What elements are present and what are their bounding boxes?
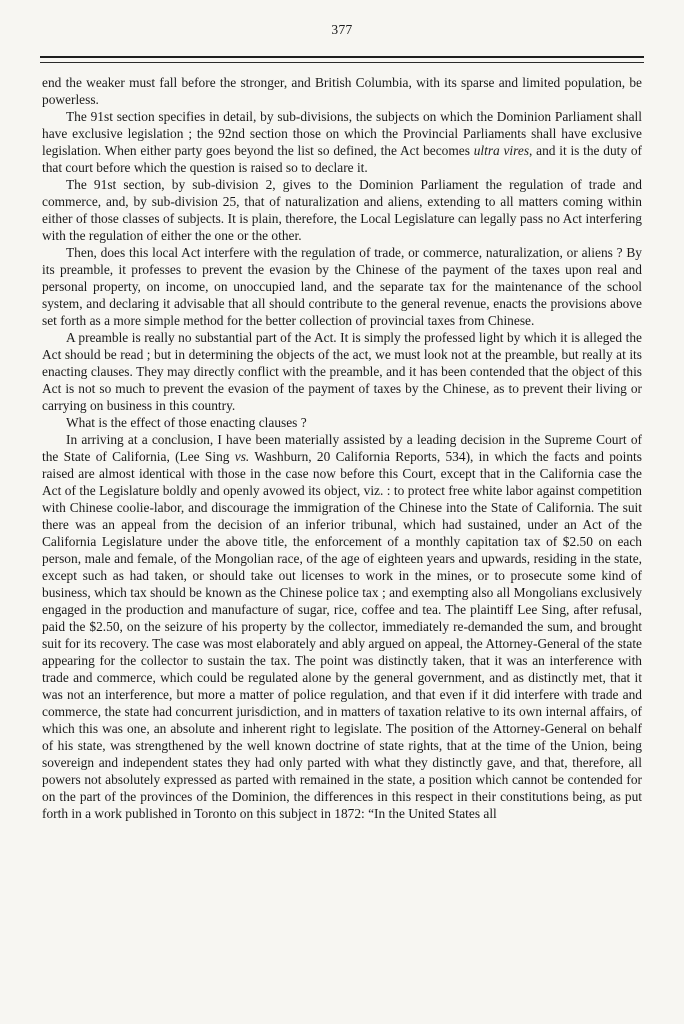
paragraph-text: What is the effect of those enacting clauses ? <box>66 415 307 430</box>
italic-text: ultra vires <box>473 143 530 158</box>
header-rule-thick <box>40 56 644 58</box>
paragraph-text: The 91st section, by sub-division 2, gives to the Dominion Parliament the regulation of trade and commerce, and, by sub-division 25, that of naturalization and aliens, extending to all matters coming within either of those classes of subjects. It is plain, therefore, the Local Legislature can legally pass no Act interfering with the regulation of either the one or the other. <box>42 177 642 243</box>
paragraph-p3 <box>42 176 642 244</box>
paragraph-p1 <box>42 74 642 108</box>
italic-text: vs. <box>234 449 250 464</box>
paragraph-p7 <box>42 431 642 822</box>
paragraph-p2 <box>42 108 642 176</box>
paragraph-p6 <box>42 414 642 431</box>
paragraph-text: Washburn, 20 California Reports, 534), in which the facts and points raised are almost identical with those in the case now before this Court, except that in the California case the Act of the Legislature boldly and openly avowed its object, viz. : to protect free white labor against competition with Chinese coolie-labor, and discourage the immigration of the Chinese into the State of California. The suit there was an appeal from the decision of an inferior tribunal, which had sustained, under an Act of the California Legislature under the above title, the enforcement of a monthly capitation tax of $2.50 on each person, male and female, of the Mongolian race, of the age of eighteen years and upwards, residing in the state, except such as had taken, or should take out licenses to work in the mines, or to prosecute some kind of business, which tax should be known as the Chinese police tax ; and exempting also all Mongolians exclusively engaged in the production and manufacture of sugar, rice, coffee and tea. The plaintiff Lee Sing, after refusal, paid the $2.50, on the seizure of his property by the collector, immediately re-demanded the sum, and brought suit for its recovery. The case was most elaborately and ably argued on appeal, the Attorney-General of the state appearing for the collector to sustain the tax. The point was distinctly taken, that it was an interference with trade and commerce, which could be regulated alone by the general government, and as distinctly met, that it was not an interference, but more a matter of police regulation, and that even if it did interfere with trade and commerce, the state had concurrent jurisdiction, and in matters of taxation relative to its own internal affairs, of which this was one, an absolute and inherent right to legislate. The position of the Attorney-General on behalf of his state, was strengthened by the well known doctrine of state rights, that at the time of the Union, being sovereign and independent states they had only parted with what they distinctly gave, and that, therefore, all powers not absolutely expressed as parted with remained in the state, a position which cannot be contended for on the part of the provinces of the Dominion, the differences in this respect in their constitutions being, as put forth in a work published in Toronto on this subject in 1872: “In the United States all <box>42 449 642 821</box>
paragraph-p5 <box>42 329 642 414</box>
paragraph-text: A preamble is really no substantial part of the Act. It is simply the professed light by which it is alleged the Act should be read ; but in determining the objects of the act, we must look not at the preamble, but really at its enacting clauses. They may directly conflict with the preamble, and it has been contended that the object of this Act is not so much to prevent the evasion of the payment of taxes by the Chinese, as to prevent their living or carrying on business in this country. <box>42 330 642 413</box>
paragraph-text: end the weaker must fall before the stronger, and British Columbia, with its sparse and limited population, be powerless. <box>42 75 642 107</box>
paragraph-p4 <box>42 244 642 329</box>
page-number: 377 <box>331 22 353 37</box>
paragraph-text: Then, does this local Act interfere with the regulation of trade, or commerce, naturalization, or aliens ? By its preamble, it professes to prevent the evasion by the Chinese of the payment of the taxes upon real and personal property, on income, on unoccupied land, and the separate tax for the maintenance of the school system, and declaring it advisable that all should contribute to the general revenue, enacts the provisions above set forth as a more simple method for the better collection of provincial taxes from Chinese. <box>42 245 642 328</box>
paragraph-text: The 91st section specifies in detail, by sub-divisions, the subjects on which the Dominion Parliament shall have exclusive legislation ; the 92nd section those on which the Provincial Parliaments shall have exclusive legislation. When either party goes beyond the list so defined, the Act becomes <box>42 109 642 158</box>
paragraph-text: In arriving at a conclusion, I have been materially assisted by a leading decision in the Supreme Court of the State of California, (Lee Sing <box>42 432 642 464</box>
paragraph-text: , and it is the duty of that court before which the question is raised so to declare it. <box>42 143 642 175</box>
body-text <box>42 74 642 822</box>
header-rule-thin <box>40 62 644 63</box>
